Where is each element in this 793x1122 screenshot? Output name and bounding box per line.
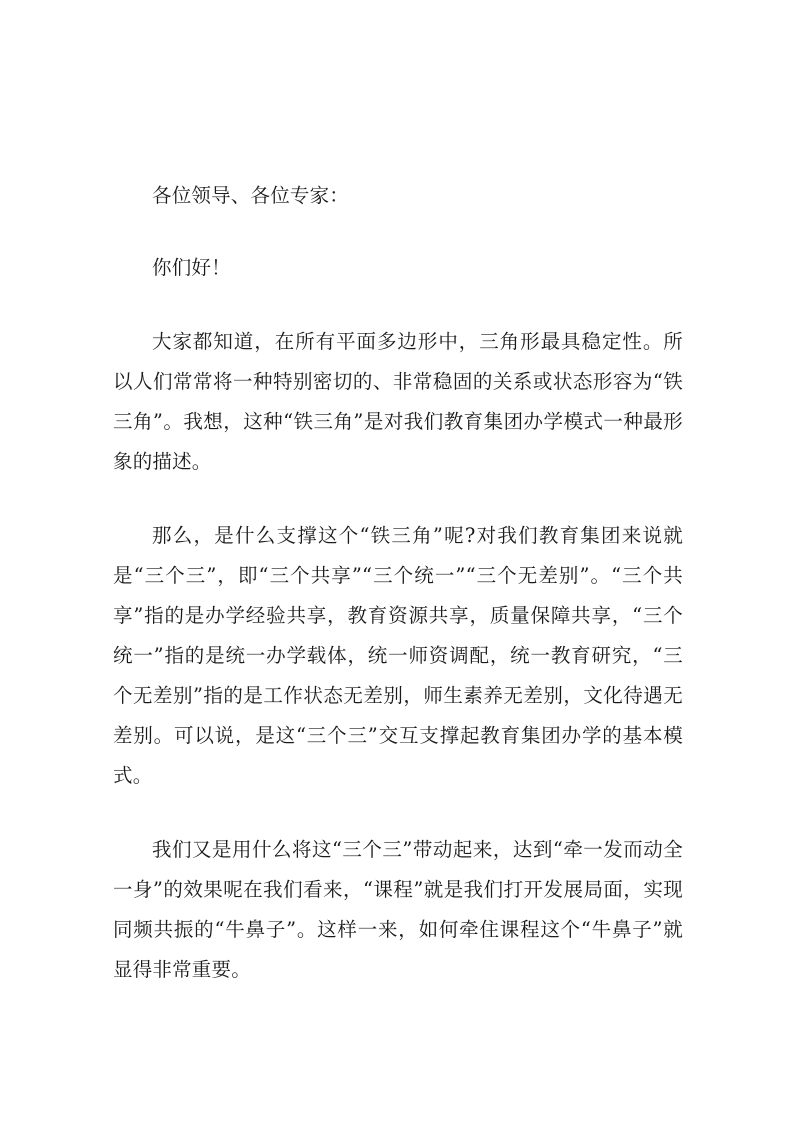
document-body (113, 176, 683, 990)
paragraph-intro: 大家都知道，在所有平面多边形中，三角形最具稳定性。所以人们常常将一种特别密切的、非常稳固的关系或状态形容为“铁三角”。我想，这种“铁三角”是对我们教育集团办学模式一种最形象的描述。 (113, 330, 683, 473)
paragraph-greeting: 你们好！ (152, 256, 231, 279)
paragraph-three-threes: 那么，是什么支撑这个“铁三角”呢?对我们教育集团来说就是“三个三”，即“三个共享”“三个统一”“三个无差别”。“三个共享”指的是办学经验共享，教育资源共享，质量保障共享，“三个统一”指的是统一办学载体，统一师资调配，统一教育研究，“三个无差别”指的是工作状态无差别，师生素养无差别，文化待遇无差别。可以说，是这“三个三”交互支撑起教育集团办学的基本模式。 (113, 524, 683, 787)
paragraph-curriculum: 我们又是用什么将这“三个三”带动起来，达到“牵一发而动全一身”的效果呢在我们看来，“课程”就是我们打开发展局面，实现同频共振的“牛鼻子”。这样一来，如何牵住课程这个“牛鼻子”就显得非常重要。 (113, 838, 683, 981)
paragraph-salutation: 各位领导、各位专家： (152, 184, 350, 207)
